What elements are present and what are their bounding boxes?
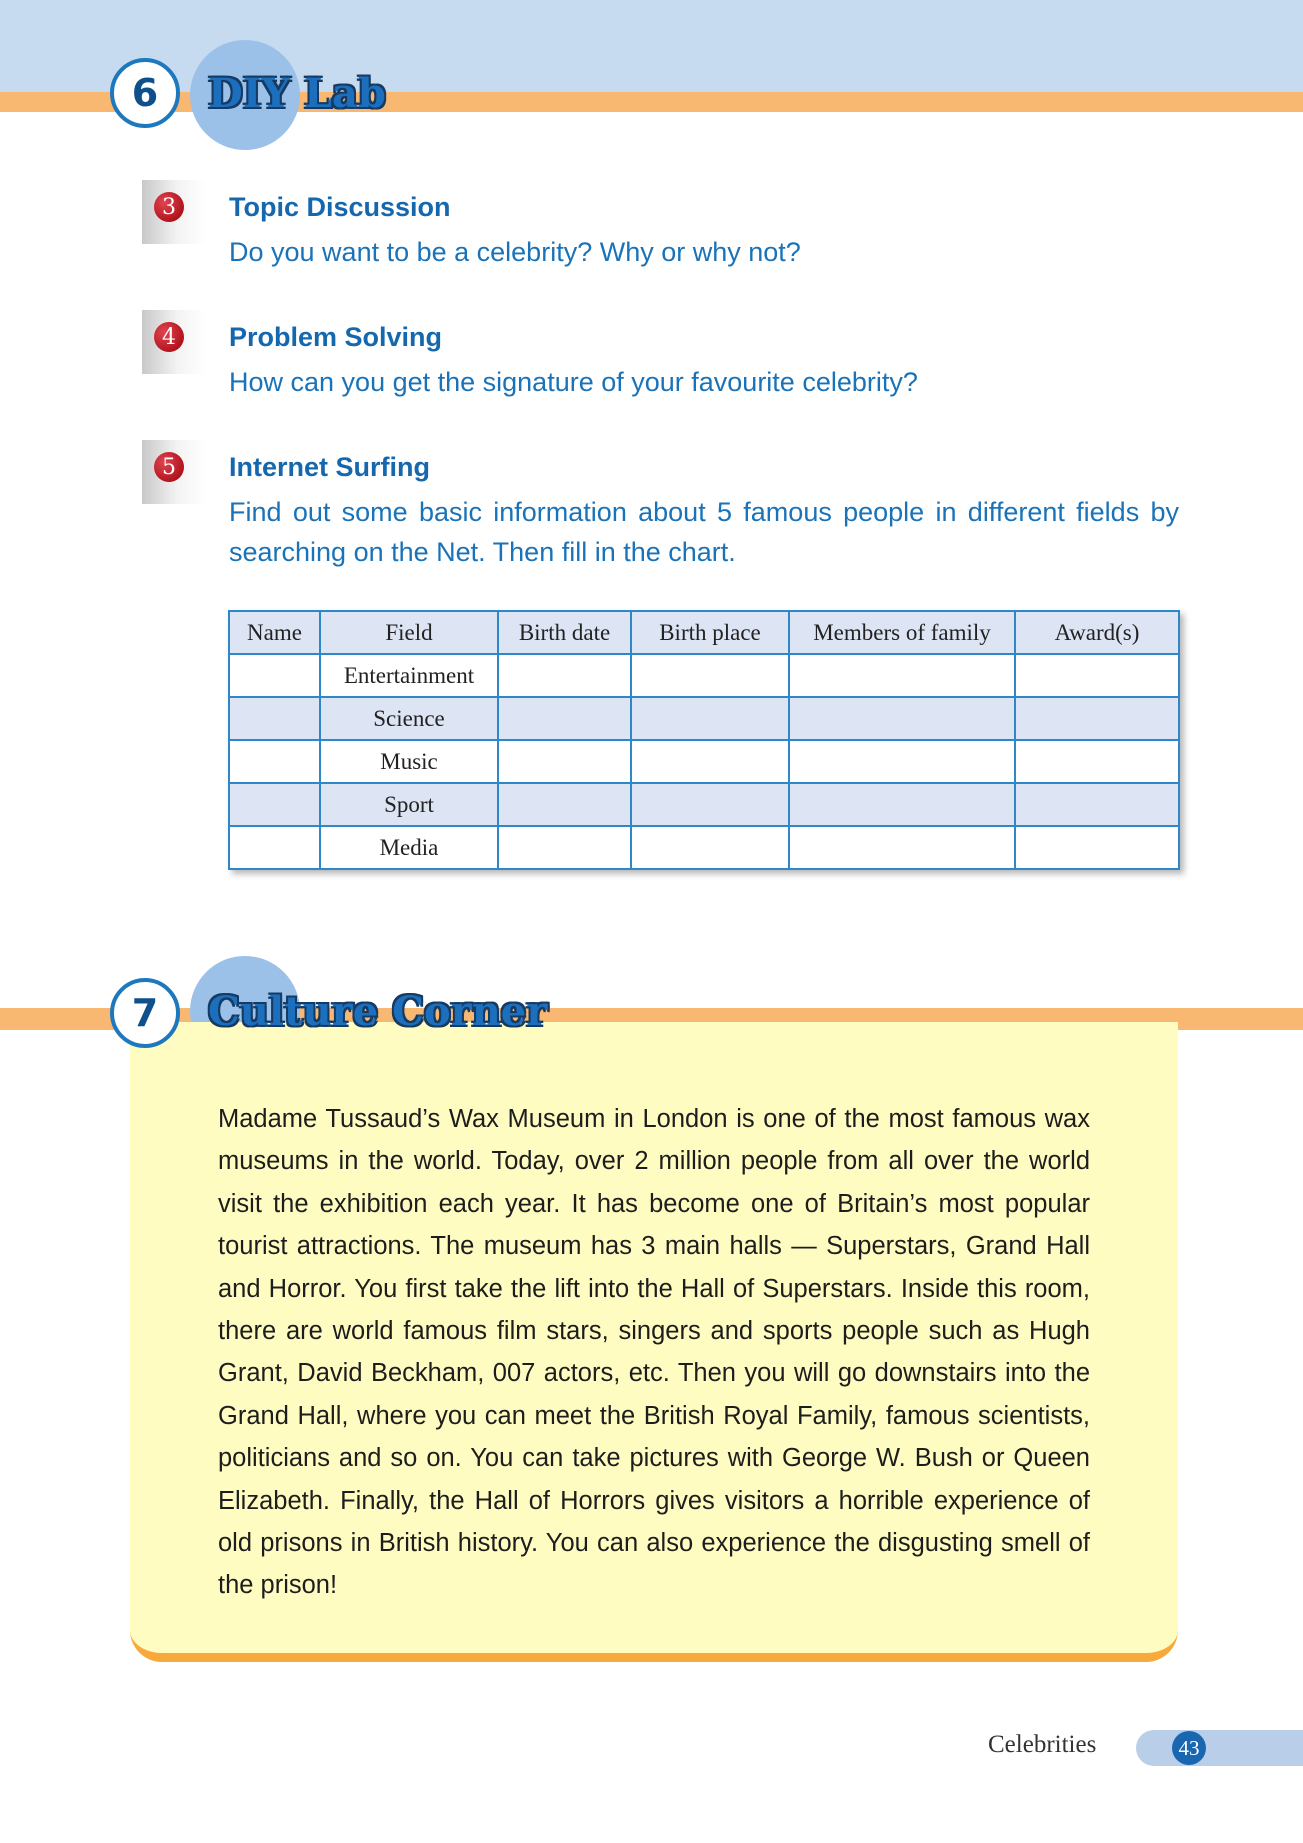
name-cell[interactable] (229, 654, 320, 697)
footer-unit-label: Celebrities (988, 1731, 1097, 1758)
field-cell: Sport (320, 783, 498, 826)
column-header-name: Name (229, 611, 320, 654)
task-number-badge: 3 (154, 192, 184, 222)
task-title: Topic Discussion (229, 192, 451, 222)
table-row (229, 740, 1179, 783)
task-number-badge: 5 (154, 452, 184, 482)
task-number-badge: 4 (154, 322, 184, 352)
field-cell: Music (320, 740, 498, 783)
table-row (229, 697, 1179, 740)
birth-date-cell[interactable] (498, 740, 631, 783)
celebrity-chart (228, 610, 1180, 870)
column-header-birth-date: Birth date (498, 611, 631, 654)
birth-place-cell[interactable] (631, 740, 789, 783)
table-row (229, 783, 1179, 826)
birth-date-cell[interactable] (498, 654, 631, 697)
name-cell[interactable] (229, 740, 320, 783)
family-cell[interactable] (789, 697, 1015, 740)
task-text: Do you want to be a celebrity? Why or why not? (229, 237, 801, 267)
name-cell[interactable] (229, 697, 320, 740)
name-cell[interactable] (229, 826, 320, 869)
family-cell[interactable] (789, 654, 1015, 697)
diy-lab-title: DIY Lab (208, 70, 386, 117)
table-header-row (229, 611, 1179, 654)
family-cell[interactable] (789, 783, 1015, 826)
awards-cell[interactable] (1015, 783, 1179, 826)
awards-cell[interactable] (1015, 740, 1179, 783)
awards-cell[interactable] (1015, 654, 1179, 697)
field-cell: Media (320, 826, 498, 869)
awards-cell[interactable] (1015, 826, 1179, 869)
culture-corner-number-badge: 7 (110, 978, 180, 1048)
birth-place-cell[interactable] (631, 783, 789, 826)
name-cell[interactable] (229, 783, 320, 826)
table-row (229, 654, 1179, 697)
culture-corner-text (218, 1098, 1090, 1607)
column-header-members-of-family: Members of family (789, 611, 1015, 654)
page-number: 43 (1172, 1731, 1206, 1765)
culture-corner-paragraph: Madame Tussaud’s Wax Museum in London is one of the most famous wax museums in the world. Today, over 2 million people from all over the world visit the exhibition each year. It has become one of Britain’s most popular tourist attractions. The museum has 3 main halls — Superstars, Grand Hall and Horror. You first take the lift into the Hall of Superstars. Inside this room, there are world famous film stars, singers and sports people such as Hugh Grant, David Beckham, 007 actors, etc. Then you will go downstairs into the Grand Hall, where you can meet the British Royal Family, famous scientists, politicians and so on. You can take pictures with George W. Bush or Queen Elizabeth. Finally, the Hall of Horrors gives visitors a horrible experience of old prisons in British history. You can also experience the disgusting smell of the prison! (218, 1105, 1090, 1600)
birth-date-cell[interactable] (498, 697, 631, 740)
birth-place-cell[interactable] (631, 697, 789, 740)
field-cell: Entertainment (320, 654, 498, 697)
task-title: Problem Solving (229, 322, 443, 352)
birth-place-cell[interactable] (631, 654, 789, 697)
birth-place-cell[interactable] (631, 826, 789, 869)
culture-corner-title: Culture Corner (208, 988, 548, 1035)
task-text: Find out some basic information about 5 famous people in different fields by searching on the Net. Then fill in the chart. (229, 497, 1179, 567)
column-header-awards: Award(s) (1015, 611, 1179, 654)
diy-lab-number-badge: 6 (110, 58, 180, 128)
column-header-birth-place: Birth place (631, 611, 789, 654)
column-header-field: Field (320, 611, 498, 654)
birth-date-cell[interactable] (498, 783, 631, 826)
awards-cell[interactable] (1015, 697, 1179, 740)
birth-date-cell[interactable] (498, 826, 631, 869)
task-title: Internet Surfing (229, 452, 430, 482)
family-cell[interactable] (789, 740, 1015, 783)
table-row (229, 826, 1179, 869)
footer-band (1136, 1730, 1303, 1766)
field-cell: Science (320, 697, 498, 740)
family-cell[interactable] (789, 826, 1015, 869)
task-text: How can you get the signature of your favourite celebrity? (229, 367, 918, 397)
